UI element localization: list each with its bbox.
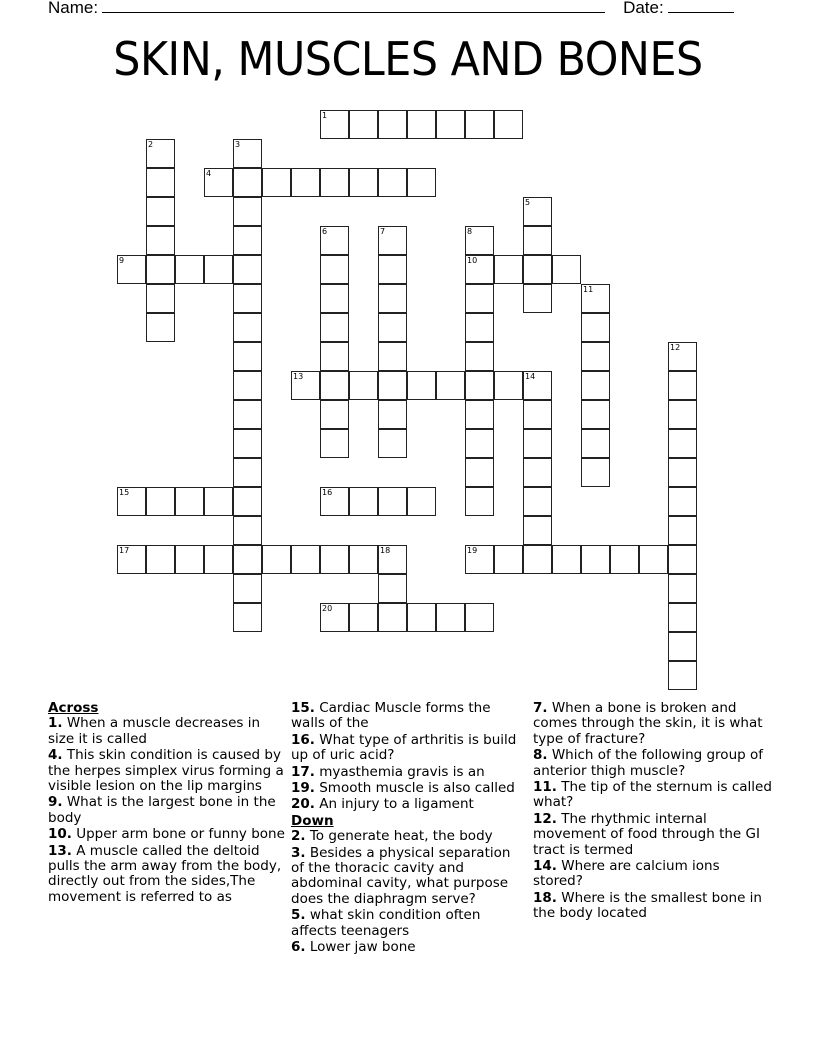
cell-number: 4: [206, 169, 212, 178]
down-heading: Down: [291, 812, 334, 829]
grid-cell[interactable]: [146, 139, 175, 168]
grid-cell[interactable]: [668, 487, 697, 516]
grid-cell[interactable]: [465, 545, 494, 574]
clue-number: 19.: [291, 780, 315, 797]
clue-number: 13.: [48, 842, 72, 859]
clue-number: 18.: [533, 889, 557, 906]
grid-cell[interactable]: [465, 342, 494, 371]
cell-number: 9: [119, 256, 125, 265]
clue-across-20: [291, 797, 527, 812]
grid-cell[interactable]: [668, 371, 697, 400]
grid-cell[interactable]: [233, 197, 262, 226]
grid-cell[interactable]: [320, 284, 349, 313]
grid-cell[interactable]: [523, 284, 552, 313]
grid-cell[interactable]: [465, 603, 494, 632]
clue-down-12: [533, 812, 773, 858]
cell-number: 17: [119, 546, 130, 555]
grid-cell[interactable]: [407, 110, 436, 139]
clue-text: Smooth muscle is also called: [319, 780, 515, 797]
clue-number: 11.: [533, 779, 557, 796]
across-heading: Across: [48, 700, 99, 716]
cell-number: 15: [119, 488, 130, 497]
grid-cell[interactable]: [378, 603, 407, 632]
grid-cell[interactable]: [581, 313, 610, 342]
grid-cell[interactable]: [378, 400, 407, 429]
grid-cell[interactable]: [233, 458, 262, 487]
clue-down-5: [291, 908, 527, 939]
grid-cell[interactable]: [378, 342, 407, 371]
grid-cell[interactable]: [262, 545, 291, 574]
grid-cell[interactable]: [204, 255, 233, 284]
clue-across-1: [48, 716, 286, 747]
clues-column-1: [48, 701, 286, 906]
grid-cell[interactable]: [378, 284, 407, 313]
grid-cell[interactable]: [668, 458, 697, 487]
grid-cell[interactable]: [581, 284, 610, 313]
grid-cell[interactable]: [233, 313, 262, 342]
grid-cell[interactable]: [204, 168, 233, 197]
grid-cell[interactable]: [378, 168, 407, 197]
clue-across-17: [291, 765, 527, 780]
grid-cell[interactable]: [465, 487, 494, 516]
clue-text: Cardiac Muscle forms the walls of the: [291, 700, 491, 732]
clue-text: Lower jaw bone: [309, 939, 416, 956]
grid-cell[interactable]: [233, 342, 262, 371]
clue-number: 12.: [533, 810, 557, 827]
cell-number: 12: [670, 343, 681, 352]
clue-down-2: [291, 829, 527, 844]
cell-number: 7: [380, 227, 386, 236]
grid-cell[interactable]: [378, 545, 407, 574]
grid-cell[interactable]: [233, 168, 262, 197]
grid-cell[interactable]: [175, 487, 204, 516]
clue-down-7: [533, 701, 773, 747]
grid-cell[interactable]: [668, 429, 697, 458]
grid-cell[interactable]: [465, 458, 494, 487]
page-title: SKIN, MUSCLES AND BONES: [113, 32, 703, 86]
clue-across-15: [291, 701, 527, 732]
clue-number: 6.: [291, 939, 306, 956]
clue-text: Where are calcium ions stored?: [533, 858, 720, 890]
grid-cell[interactable]: [523, 429, 552, 458]
cell-number: 3: [235, 140, 241, 149]
grid-cell[interactable]: [378, 313, 407, 342]
grid-cell[interactable]: [407, 371, 436, 400]
cell-number: 16: [322, 488, 333, 497]
grid-cell[interactable]: [523, 255, 552, 284]
clue-number: 4.: [48, 747, 63, 764]
grid-cell[interactable]: [581, 400, 610, 429]
grid-cell[interactable]: [465, 255, 494, 284]
grid-cell[interactable]: [523, 516, 552, 545]
clue-text: An injury to a ligament: [319, 796, 474, 813]
grid-cell[interactable]: [668, 545, 697, 574]
cell-number: 20: [322, 604, 333, 613]
clue-across-16: [291, 733, 527, 764]
worksheet-header: [48, 0, 748, 18]
clue-text: When a muscle decreases in size it is called: [48, 715, 261, 747]
clue-text: This skin condition is caused by the herpes simplex virus forming a visible lesion on the lip margins: [48, 747, 284, 795]
date-label: Date:: [623, 0, 664, 17]
grid-cell[interactable]: [233, 139, 262, 168]
grid-cell[interactable]: [233, 226, 262, 255]
grid-cell[interactable]: [320, 342, 349, 371]
cell-number: 5: [525, 198, 531, 207]
grid-cell[interactable]: [146, 255, 175, 284]
clue-text: What type of arthritis is build up of uric acid?: [291, 731, 517, 764]
grid-cell[interactable]: [407, 168, 436, 197]
clue-number: 20.: [291, 796, 315, 813]
clue-down-6: [291, 940, 527, 955]
grid-cell[interactable]: [320, 226, 349, 255]
cell-number: 19: [467, 546, 478, 555]
cell-number: 13: [293, 372, 304, 381]
grid-cell[interactable]: [291, 168, 320, 197]
grid-cell[interactable]: [204, 545, 233, 574]
grid-cell[interactable]: [407, 487, 436, 516]
grid-cell[interactable]: [146, 545, 175, 574]
grid-cell[interactable]: [378, 371, 407, 400]
grid-cell[interactable]: [378, 487, 407, 516]
cell-number: 11: [583, 285, 594, 294]
clue-text: Besides a physical separation of the thoracic cavity and abdominal cavity, what purpose does the diaphragm serve?: [291, 844, 511, 907]
grid-cell[interactable]: [407, 603, 436, 632]
grid-cell[interactable]: [378, 110, 407, 139]
grid-cell[interactable]: [465, 371, 494, 400]
clue-number: 8.: [533, 747, 548, 764]
grid-cell[interactable]: [233, 574, 262, 603]
clue-text: The rhythmic internal movement of food through the GI tract is termed: [533, 810, 760, 858]
grid-cell[interactable]: [378, 255, 407, 284]
grid-cell[interactable]: [581, 545, 610, 574]
grid-cell[interactable]: [668, 632, 697, 661]
grid-cell[interactable]: [581, 429, 610, 458]
grid-cell[interactable]: [204, 487, 233, 516]
grid-cell[interactable]: [291, 545, 320, 574]
cell-number: 2: [148, 140, 154, 149]
grid-cell[interactable]: [349, 487, 378, 516]
grid-cell[interactable]: [233, 255, 262, 284]
grid-cell[interactable]: [175, 255, 204, 284]
grid-cell[interactable]: [320, 110, 349, 139]
clue-text: Where is the smallest bone in the body located: [533, 889, 762, 922]
clue-number: 14.: [533, 858, 557, 875]
clue-text: What is the largest bone in the body: [48, 794, 276, 826]
grid-cell[interactable]: [117, 545, 146, 574]
clue-across-4: [48, 748, 286, 794]
clue-number: 16.: [291, 731, 315, 748]
clue-number: 1.: [48, 715, 63, 732]
grid-cell[interactable]: [233, 371, 262, 400]
grid-cell[interactable]: [349, 545, 378, 574]
grid-cell[interactable]: [494, 255, 523, 284]
grid-cell[interactable]: [465, 284, 494, 313]
name-label: Name:: [48, 0, 99, 17]
grid-cell[interactable]: [175, 545, 204, 574]
grid-cell[interactable]: [320, 487, 349, 516]
grid-cell[interactable]: [262, 168, 291, 197]
grid-cell[interactable]: [610, 545, 639, 574]
clue-text: Which of the following group of anterior thigh muscle?: [533, 747, 763, 779]
clue-down-14: [533, 859, 773, 890]
grid-cell[interactable]: [320, 168, 349, 197]
grid-cell[interactable]: [465, 226, 494, 255]
grid-cell[interactable]: [146, 487, 175, 516]
grid-cell[interactable]: [581, 458, 610, 487]
grid-cell[interactable]: [320, 603, 349, 632]
grid-cell[interactable]: [523, 487, 552, 516]
grid-cell[interactable]: [494, 110, 523, 139]
grid-cell[interactable]: [523, 458, 552, 487]
clue-text: The tip of the sternum is called what?: [533, 779, 772, 811]
clues-column-2: [291, 701, 527, 957]
grid-cell[interactable]: [523, 226, 552, 255]
grid-cell[interactable]: [639, 545, 668, 574]
grid-cell[interactable]: [378, 574, 407, 603]
clue-down-3: [291, 846, 527, 908]
grid-cell[interactable]: [320, 429, 349, 458]
grid-cell[interactable]: [436, 603, 465, 632]
grid-cell[interactable]: [668, 574, 697, 603]
clue-across-10: [48, 827, 286, 842]
grid-cell[interactable]: [581, 371, 610, 400]
grid-cell[interactable]: [349, 603, 378, 632]
name-field[interactable]: [102, 0, 605, 13]
clue-across-13: [48, 844, 286, 906]
grid-cell[interactable]: [320, 400, 349, 429]
grid-cell[interactable]: [349, 371, 378, 400]
grid-cell[interactable]: [668, 603, 697, 632]
grid-cell[interactable]: [349, 168, 378, 197]
clue-across-9: [48, 795, 286, 826]
grid-cell[interactable]: [378, 226, 407, 255]
cell-number: 18: [380, 546, 391, 555]
cell-number: 6: [322, 227, 328, 236]
grid-cell[interactable]: [146, 168, 175, 197]
cell-number: 14: [525, 372, 536, 381]
clue-number: 2.: [291, 828, 306, 845]
grid-cell[interactable]: [146, 313, 175, 342]
cell-number: 1: [322, 111, 328, 120]
clue-text: When a bone is broken and comes through the skin, it is what type of fracture?: [533, 700, 763, 747]
clue-text: To generate heat, the body: [309, 828, 493, 845]
grid-cell[interactable]: [233, 429, 262, 458]
grid-cell[interactable]: [523, 545, 552, 574]
grid-cell[interactable]: [233, 545, 262, 574]
grid-cell[interactable]: [465, 313, 494, 342]
grid-cell[interactable]: [668, 342, 697, 371]
grid-cell[interactable]: [320, 545, 349, 574]
grid-cell[interactable]: [146, 226, 175, 255]
grid-cell[interactable]: [668, 661, 697, 690]
grid-cell[interactable]: [581, 342, 610, 371]
grid-cell[interactable]: [465, 400, 494, 429]
clues-column-3: [533, 701, 773, 923]
grid-cell[interactable]: [320, 313, 349, 342]
grid-cell[interactable]: [523, 197, 552, 226]
grid-cell[interactable]: [436, 371, 465, 400]
clue-across-19: [291, 781, 527, 796]
grid-cell[interactable]: [233, 400, 262, 429]
grid-cell[interactable]: [465, 429, 494, 458]
grid-cell[interactable]: [233, 516, 262, 545]
clue-down-18: [533, 891, 773, 922]
grid-cell[interactable]: [494, 545, 523, 574]
clue-text: Upper arm bone or funny bone: [76, 826, 285, 843]
grid-cell[interactable]: [146, 284, 175, 313]
clue-text: what skin condition often affects teenagers: [291, 907, 481, 939]
grid-cell[interactable]: [523, 400, 552, 429]
grid-cell[interactable]: [117, 255, 146, 284]
grid-cell[interactable]: [668, 400, 697, 429]
grid-cell[interactable]: [378, 429, 407, 458]
grid-cell[interactable]: [349, 110, 378, 139]
grid-cell[interactable]: [233, 284, 262, 313]
clue-text: myasthemia gravis is an: [319, 763, 485, 780]
grid-cell[interactable]: [291, 371, 320, 400]
crossword-grid: [117, 110, 717, 670]
grid-cell[interactable]: [523, 371, 552, 400]
grid-cell[interactable]: [552, 545, 581, 574]
grid-cell[interactable]: [233, 487, 262, 516]
grid-cell[interactable]: [320, 255, 349, 284]
clue-down-11: [533, 780, 773, 811]
grid-cell[interactable]: [552, 255, 581, 284]
clue-number: 17.: [291, 763, 315, 780]
clue-number: 10.: [48, 826, 72, 843]
clue-number: 5.: [291, 907, 306, 924]
grid-cell[interactable]: [117, 487, 146, 516]
grid-cell[interactable]: [436, 110, 465, 139]
grid-cell[interactable]: [146, 197, 175, 226]
cell-number: 8: [467, 227, 473, 236]
clue-number: 7.: [533, 700, 548, 716]
clue-number: 3.: [291, 844, 306, 861]
grid-cell[interactable]: [233, 603, 262, 632]
grid-cell[interactable]: [465, 110, 494, 139]
cell-number: 10: [467, 256, 478, 265]
grid-cell[interactable]: [494, 371, 523, 400]
clue-number: 9.: [48, 794, 63, 811]
grid-cell[interactable]: [668, 516, 697, 545]
clue-down-8: [533, 748, 773, 779]
grid-cell[interactable]: [320, 371, 349, 400]
clue-text: A muscle called the deltoid pulls the arm away from the body, directly out from the sides,The movement is referred to as: [48, 842, 282, 905]
clue-number: 15.: [291, 700, 315, 716]
date-field[interactable]: [668, 0, 734, 13]
